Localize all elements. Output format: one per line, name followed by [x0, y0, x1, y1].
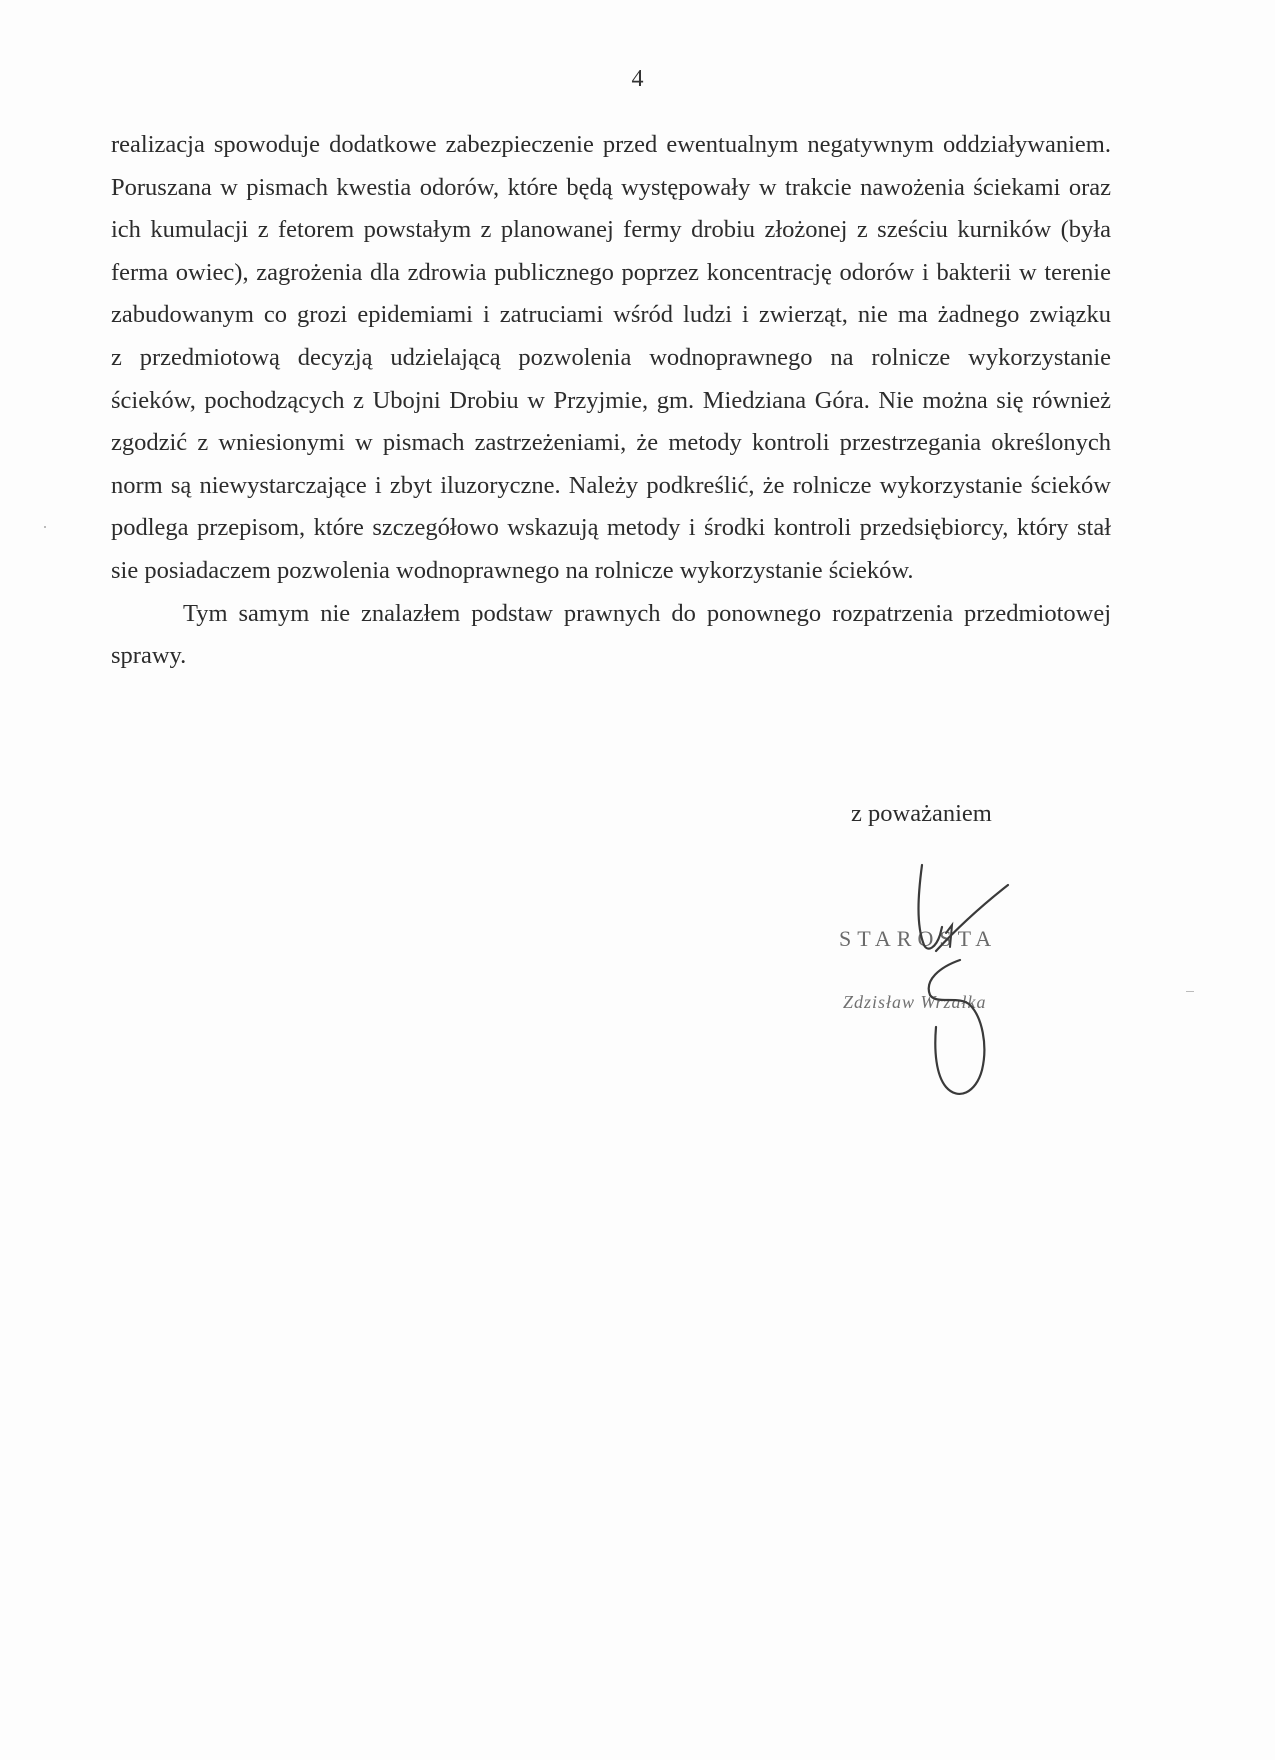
body-line-10: podlega przepisom, które szczegółowo wskazują metody i środki kontroli przedsiębiorcy, który stał: [111, 514, 1111, 542]
conclusion-line-2: sprawy.: [111, 642, 187, 670]
body-line-3: ich kumulacji z fetorem powstałym z planowanej fermy drobiu złożonej z sześciu kurników (była: [111, 216, 1111, 244]
scan-speck: [44, 526, 46, 528]
body-line-5: zabudowanym co grozi epidemiami i zatruciami wśród ludzi i zwierząt, nie ma żadnego związku: [111, 301, 1111, 329]
letter-body: [111, 124, 1111, 678]
body-line-8: zgodzić z wniesionymi w pismach zastrzeżeniami, że metody kontroli przestrzegania określonych: [111, 429, 1111, 457]
body-line-11: sie posiadaczem pozwolenia wodnoprawnego na rolnicze wykorzystanie ścieków.: [111, 556, 914, 584]
body-line-1: realizacja spowoduje dodatkowe zabezpieczenie przed ewentualnym negatywnym oddziaływaniem.: [111, 131, 1111, 158]
scan-speck: [1186, 991, 1194, 992]
stamp-name: Zdzisław Wrzałka: [843, 992, 987, 1012]
body-line-9: norm są niewystarczające i zbyt iluzoryczne. Należy podkreślić, że rolnicze wykorzystanie ścieków: [111, 471, 1111, 499]
closing-salutation: z poważaniem: [851, 800, 992, 827]
page-number: 4: [631, 66, 644, 92]
body-line-2: Poruszana w pismach kwestia odorów, które będą występowały w trakcie nawożenia ściekami oraz: [111, 173, 1111, 201]
handwritten-signature: [900, 855, 1030, 1105]
body-line-7: ścieków, pochodzących z Ubojni Drobiu w Przyjmie, gm. Miedziana Góra. Nie można się również: [111, 386, 1111, 414]
body-line-4: ferma owiec), zagrożenia dla zdrowia publicznego poprzez koncentrację odorów i bakterii w terenie: [111, 258, 1111, 286]
conclusion-line-1: Tym samym nie znalazłem podstaw prawnych do ponownego rozpatrzenia przedmiotowej: [183, 599, 1111, 627]
body-line-6: z przedmiotową decyzją udzielającą pozwolenia wodnoprawnego na rolnicze wykorzystanie: [111, 343, 1111, 371]
stamp-title: STAROSTA: [839, 926, 998, 951]
